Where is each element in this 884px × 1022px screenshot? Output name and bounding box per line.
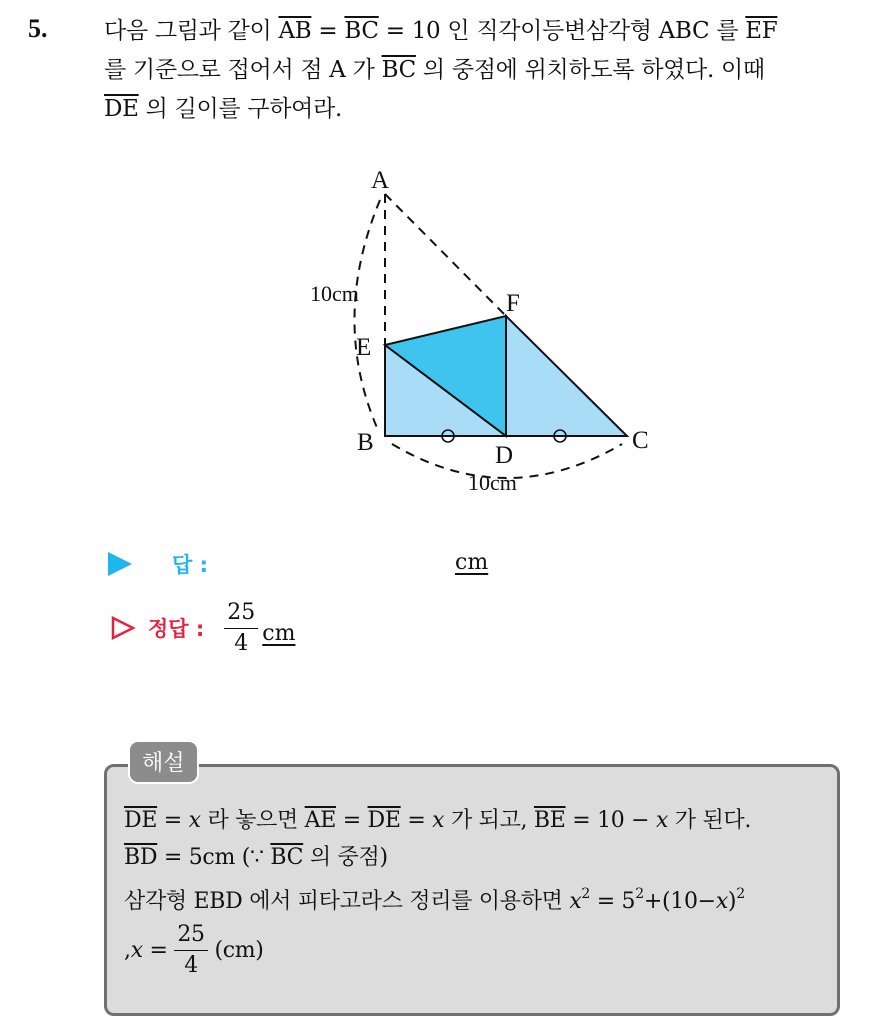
question-line-3: $\overline{DE}$ 의 길이를 구하여라. [104,96,343,122]
length-label-bottom: 10cm [468,470,517,495]
length-label-left: 10cm [310,281,359,306]
explanation-line-3: 삼각형 EBD 에서 피타고라스 정리를 이용하면 $x^2 = 5^2+(10-x)^2$ [124,886,745,914]
triangle-fdc [506,316,627,436]
fraction-denominator: 4 [184,953,198,978]
segment-bc: $\overline{BC}$ [381,57,416,83]
explanation-text [124,802,836,977]
fraction-numerator: 25 [224,602,258,629]
dashed-arc-left [354,200,380,430]
explanation-tag: 해설 [128,740,199,784]
question-number: 5. [28,14,48,43]
label-d: D [495,442,514,469]
segment-ef: $\overline{EF}$ [745,18,778,44]
explanation-line-2: $\overline{BD} = 5cm$ (∵ $\overline{BC}$ 의 중점) [124,845,388,870]
label-b: B [357,429,374,456]
dashed-line-af [385,194,506,316]
fraction [224,599,258,656]
correct-answer-value [224,599,296,656]
geometry-figure [290,160,680,510]
correct-answer-label: 정답 : [148,617,205,641]
segment-bc: $\overline{BC}$ [344,18,379,44]
play-icon [108,552,132,576]
question-line-2: 를 기준으로 접어서 점 A 가 $\overline{BC}$ 의 중점에 위치하도록 하였다. 이때 [104,57,765,83]
fraction-numerator: 25 [174,924,207,951]
play-outline-icon [110,615,136,641]
answer-row [108,546,208,582]
label-a: A [371,167,390,194]
label-e: E [356,334,372,361]
fraction [174,924,207,977]
explanation-line-4: , x = $\frac{25}{4}$ (cm) [124,922,264,978]
label-f: F [506,290,520,317]
segment-ab: $\overline{AB}$ [278,18,312,44]
answer-blank-unit[interactable]: cm [455,550,489,575]
correct-answer-row [110,598,295,658]
correct-answer-unit: cm [262,620,296,646]
fraction-denominator: 4 [234,630,249,656]
question-line-1: 다음 그림과 같이 $\overline{AB} = \overline{BC} = 10$ 인 직각이등변삼각형 ABC 를 $\overline{EF}$ [104,18,778,44]
label-c: C [632,427,649,454]
explanation-line-1: $\overline{DE} = x$ 라 놓으면 $\overline{AE} = \overline{DE} = x$ 가 되고, $\overline{BE} = 10 - x$ 가 된다. [124,808,752,833]
answer-label: 답 : [172,553,208,577]
question-text [104,12,874,129]
segment-de: $\overline{DE}$ [104,96,139,122]
